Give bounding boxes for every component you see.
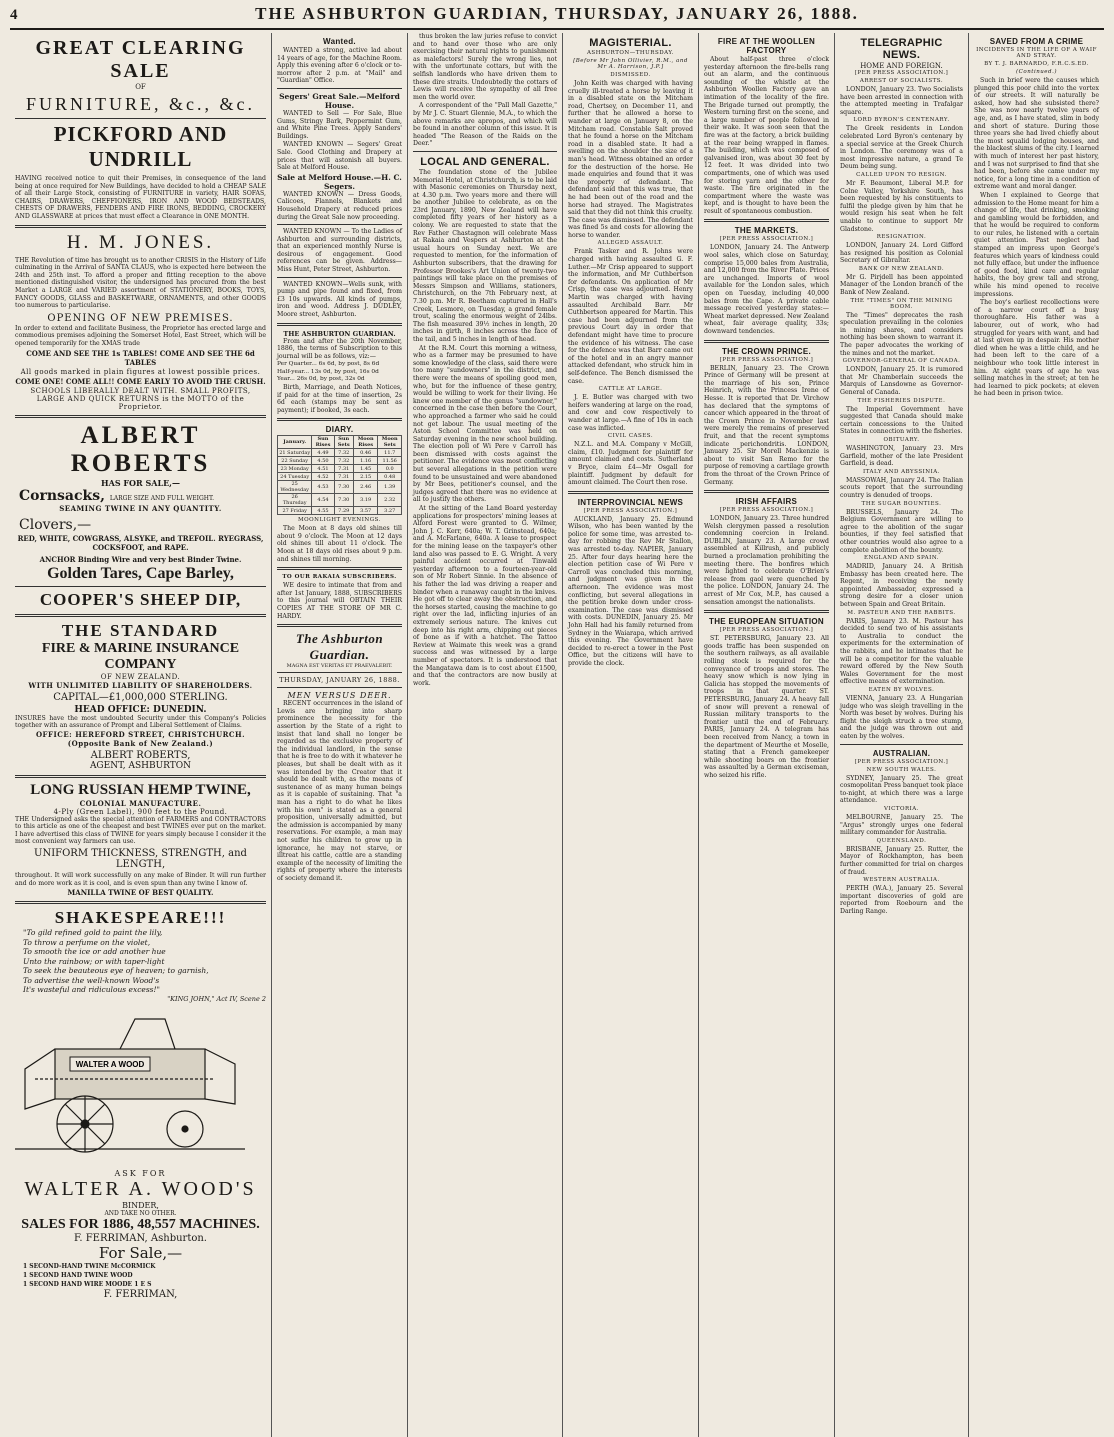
jones-title: H. M. JONES. bbox=[66, 231, 215, 253]
guardian-subscription-heading: THE ASHBURTON GUARDIAN. bbox=[283, 329, 396, 338]
markets-heading: THE MARKETS. bbox=[734, 226, 799, 236]
diary-table bbox=[277, 435, 402, 515]
irish-sub: [PER PRESS ASSOCIATION.] bbox=[719, 507, 814, 514]
governor-heading: GOVERNOR-GENERAL OF CANADA. bbox=[842, 358, 961, 365]
crown-prince-body: BERLIN, January 23. The Crown Prince of Germany will be present at the marriage of his son, Prince Heinrich, with the Princess Irene of Hesse. It is reported that Dr. Virchow has declared that the symptoms of cancer which appeared in the throat of the Crown Prince in November last were merely the remains of preserved fruit, and that the recent symptoms indicate perichondritis. LONDON, January 25. Sir Morell Mackenzie is about to visit San Remo for the purpose of removing a cartilage growth from the throat of the Crown Prince of Germany. bbox=[704, 364, 829, 486]
table-cell: 4.50 bbox=[312, 457, 334, 465]
come-line-2: All goods marked in plain figures at lowest possible prices. bbox=[20, 367, 261, 376]
magisterial-body-2: Frank Tasker and R. Johns were charged with having assaulted G. F. Luther.—Mr Crisp appeared to support the information, and Mr Cuthbertson for defendants. On application of Mr Crisp, the case was adjourned. Henry Martin was charged with having assaulted Archibald Barr. Mr Cuthbertson appeared for Martin. This case had been adjourned from the previous Court day in order that defendant might have time to procure the evidence of his witness. The case for the defence was that Barr came out of the hotel and in an angry manner attacked defendant, who struck him in self-defence. The Bench dismissed the case. bbox=[568, 248, 693, 385]
queensland-heading: QUEENSLAND. bbox=[876, 837, 927, 844]
table-cell: 0.0 bbox=[378, 465, 402, 473]
poem-line: To throw a perfume on the violet, bbox=[23, 937, 151, 947]
standard-office: OFFICE: HEREFORD STREET, CHRISTCHURCH. (Opposite Bank of New Zealand.) bbox=[35, 729, 246, 748]
markets-sub: [PER PRESS ASSOCIATION.] bbox=[719, 236, 814, 243]
sale-title: GREAT CLEARING SALE bbox=[35, 37, 246, 82]
poem-citation: "KING JOHN," Act IV, Scene 2 bbox=[167, 994, 266, 1003]
telegraphic-sub: [PER PRESS ASSOCIATION.] bbox=[854, 70, 949, 76]
column-cables bbox=[699, 33, 835, 1437]
table-cell: 0.46 bbox=[353, 449, 378, 457]
table-row bbox=[278, 494, 402, 507]
table-cell: 1.16 bbox=[353, 457, 378, 465]
guardian-banner: The Ashburton Guardian. bbox=[295, 631, 384, 663]
table-cell: 3.57 bbox=[353, 507, 378, 515]
sale-furniture: FURNITURE, &c., &c. bbox=[26, 94, 255, 114]
moonlight-body: The Moon at 8 days old shines till about 9 o'clock. The Moon at 12 days old shines till about 11 o'clock. The Moon at 18 days old rises about 9 p.m. and shines till morning. bbox=[277, 525, 402, 563]
table-cell: 21 Saturday bbox=[279, 449, 311, 456]
table-row bbox=[278, 457, 402, 465]
wood-binder: BINDER, bbox=[122, 1200, 159, 1210]
column-classifieds bbox=[272, 33, 408, 1437]
opening-body: In order to extend and facilitate Business, the Proprietor has erected large and commodious premises adjoining the Somerset Hotel, East Street, which will be opened temporarily for the XMAS trade bbox=[15, 324, 266, 347]
table-cell: 7.31 bbox=[334, 473, 353, 481]
socialists-body: LONDON, January 23. Two Socialists have been arrested in connection with the attempted meeting in Trafalgar square. bbox=[840, 86, 963, 116]
crown-prince-heading: THE CROWN PRINCE. bbox=[721, 346, 812, 356]
byron-heading: LORD BYRON'S CENTENARY. bbox=[853, 117, 950, 124]
list-item: 1 SECOND HAND TWINE WOOD bbox=[23, 1271, 133, 1279]
resignation-heading: RESIGNATION. bbox=[876, 234, 927, 241]
standard-liability: WITH UNLIMITED LIABILITY OF SHAREHOLDERS. bbox=[28, 680, 253, 690]
table-row bbox=[278, 473, 402, 481]
standard-nz: OF NEW ZEALAND. bbox=[100, 672, 181, 681]
local-general-body-3: At the sitting of the Land Board yesterday applications for prospectors' mining leases at Alford Forest were granted to G. Wilmer, John J. C. Kerr, 640a; W. T. Grinstead, 640a; and A. McFarlane, 640a. A lease to prospect for the mining lease on the taxpayer's other land also was passed to E. G. Wright. A very painful accident occurred at Tinwald yesterday afternoon to a fourteen-year-old son of Mr Robert Sinnie. In the absence of his father the lad was driving a reaper and binder when a runaway caught in the knives. He got off to clear away the obstruction, and the horses started, causing the machine to go right over the lad, inflicting injuries of an extremely serious nature. The knives cut deep into his right arm, chipping out pieces of bone as if with a hatchet. The Tattoo Review at Waimate this week was a grand success and was witnessed by a large number of spectators. It is understood that the Mangatawa dam is to cost about £1500, and that the contractors are now busily at work. bbox=[413, 505, 557, 687]
alleged-heading: ALLEGED ASSAULT. bbox=[597, 240, 664, 247]
columns bbox=[10, 33, 1104, 1437]
rakaia-heading: TO OUR RAKAIA SUBSCRIBERS. bbox=[282, 574, 397, 581]
ask-for: ASK FOR bbox=[114, 1168, 167, 1178]
european-body: ST. PETERSBURG, January 23. All goods traffic has been suspended on the southern railways, as all available rolling stock is required for the conveyance of troops and stores. The heavy snow which is now lying in Galicia has stopped the movements of troops in that quarter. ST. PETERSBURG, January 24. A heavy fall of snow will prevent a renewal of Russian military transports to the frontier until the end of February. PARIS, January 24. A telegram has been received from Nancy, a town in the department of Meurthe et Moselle, stating that a French gamekeeper while shooting boars on the frontier was assaulted by a German exciseman, who seized his rifle. bbox=[704, 635, 829, 779]
sale-of: OF bbox=[135, 83, 146, 91]
table-row bbox=[278, 481, 402, 494]
wood-sales: SALES FOR 1886, 48,557 MACHINES. bbox=[21, 1216, 260, 1232]
standard-head-office: HEAD OFFICE: DUNEDIN. bbox=[74, 704, 207, 715]
wanted-heading: Wanted. bbox=[323, 37, 356, 46]
guardian-subscription-body: From and after the 20th November, 1886, the terms of Subscription to this journal will be as follows, viz:— bbox=[277, 337, 402, 360]
editorial-text-b: A correspondent of the "Pall Mall Gazette," by Mr J. C. Stuart Glennie, M.A., to which the above remarks are apropos, and which will be found in another column of this issue. It is headed "The Reason of the Raids on the Deer." bbox=[413, 102, 557, 148]
poem-line: To seek the beauteous eye of heaven; to garnish, bbox=[23, 966, 209, 976]
wood-no-other: AND TAKE NO OTHER. bbox=[104, 1209, 177, 1217]
poem-line: "To gild refined gold to paint the lily, bbox=[23, 928, 163, 938]
poem bbox=[23, 928, 266, 995]
table-row bbox=[278, 507, 402, 515]
come-line-4: SCHOOLS LIBERALLY DEALT WITH. SMALL PROFITS, LARGE AND QUICK RETURNS is the MOTTO of the Proprietor. bbox=[30, 386, 251, 411]
agent-role: AGENT, ASHBURTON bbox=[89, 760, 192, 771]
subscription-rates bbox=[277, 361, 402, 384]
column-feature bbox=[969, 33, 1104, 1437]
table-cell: 27 Friday bbox=[278, 507, 312, 515]
interprovincial-sub: [PER PRESS ASSOCIATION.] bbox=[583, 507, 678, 514]
sale-house: Sale at Melford House.—H. C. Segers. bbox=[277, 172, 402, 191]
called-heading: CALLED UPON TO RESIGN. bbox=[856, 171, 947, 178]
table-cell: 23 Monday bbox=[278, 465, 312, 473]
list-item: 1 SECOND-HAND TWINE McCORMICK bbox=[23, 1262, 156, 1270]
editorial-date: THURSDAY, JANUARY 26, 1888. bbox=[279, 676, 400, 685]
table-cell: 1.39 bbox=[378, 481, 402, 494]
socialists-heading: ARREST OF SOCIALISTS. bbox=[859, 78, 944, 84]
binder-machine-illustration bbox=[15, 1009, 245, 1159]
known-3: WANTED KNOWN — To the Ladies of Ashburton and surrounding districts, that an experienced monthly Nurse is desirous of engagement. Good references can be given. Address—Miss Hunt, Peter Street, Ashburton. bbox=[277, 228, 402, 274]
victoria-heading: VICTORIA. bbox=[883, 805, 920, 812]
local-general-heading: LOCAL AND GENERAL. bbox=[420, 155, 550, 168]
table-row bbox=[278, 449, 402, 457]
saved-heading: SAVED FROM A CRIME bbox=[989, 37, 1084, 46]
nsw-body: SYDNEY, January 25. The great cosmopolitan Press banquet took place to-night, at which there was a large attendance. bbox=[840, 774, 963, 805]
cattle-heading: CATTLE AT LARGE. bbox=[598, 386, 663, 393]
standard-body: INSURES have the most undoubted Security under this Company's Policies together with an assurance of Prompt and Liberal Settlement of Claims. bbox=[15, 714, 266, 730]
magisterial-before: [Before Mr John Ollivier, R.M., and Mr A. Harrison, J.P.] bbox=[573, 58, 688, 70]
opening-title: OPENING OF NEW PREMISES. bbox=[47, 312, 234, 324]
table-cell: 3.27 bbox=[378, 507, 402, 515]
saved-body-1: Such in brief were the causes which plunged this poor child into the vortex of our streets. It will naturally be asked, how had she subsisted there? She was now nearly twelve years of age, and, as I have stated, slim in body and short of stature. During those three years she had lived chiefly about the most squalid lodging houses, and the blackest slums of the city. I learned with much of interest her past history, and I was not surprised to find that she had been, before she came under my notice, for a long time in a condition of extreme want and moral danger. bbox=[974, 77, 1099, 191]
fisheries-heading: THE FISHERIES DISPUTE. bbox=[857, 397, 946, 404]
column-editorial bbox=[408, 33, 563, 1437]
interprovincial-heading: INTERPROVINCIAL NEWS bbox=[577, 497, 684, 507]
times-heading: THE "TIMES" ON THE MINING BOOM. bbox=[850, 297, 953, 310]
saved-byline: BY T. J. BARNARDO, F.R.C.S.ED. bbox=[984, 61, 1089, 67]
table-header: Moon Rises bbox=[353, 436, 378, 449]
pickford-undrill: PICKFORD AND UNDRILL bbox=[53, 122, 228, 171]
fire-body: About half-past three o'clock yesterday afternoon the fire-bells rang out an alarm, and the continuous sounding of the whistle at the Ashburton Woollen Factory gave an intimation of the locality of the fire. The Brigade turned out promptly, the Western turning first on the scene, and a large number of people followed in their wake. It was soon seen that the fire was at the factory, a brick building at the rear being wrapped in flames. The building, which was composed of galvanised iron, was about 30 feet by 12 feet. It was divided into two compartments, one of which was used for storing yarn and the other for waste. The fire originated in the compartment where the waste was kept, and is thought to have been the result of spontaneous combustion. bbox=[704, 56, 829, 215]
column-magisterial bbox=[563, 33, 699, 1437]
wolves-body: VIENNA, January 23. A Hungarian judge who was sleigh travelling in the North was beset by wolves. During his flight the sleigh struck a tree stump, and the judge was thrown out and eaten by the wolves. bbox=[840, 695, 963, 740]
dismissed-heading: DISMISSED. bbox=[610, 72, 651, 78]
home-foreign: HOME AND FOREIGN. bbox=[860, 62, 943, 70]
table-cell: 4.52 bbox=[312, 473, 334, 481]
civil-heading: CIVIL CASES. bbox=[607, 433, 654, 440]
come-line-3: COME ONE! COME ALL!! COME EARLY TO AVOID THE CRUSH. bbox=[15, 376, 266, 386]
for-sale-list bbox=[23, 1262, 266, 1289]
twine-colonial: COLONIAL MANUFACTURE. bbox=[79, 798, 202, 808]
masthead bbox=[10, 4, 1104, 30]
cornsacks-note: LARGE SIZE AND FULL WEIGHT. bbox=[109, 494, 215, 502]
golden-tares: Golden Tares, Cape Barley, bbox=[47, 564, 234, 582]
magisterial-body-3: J. E. Butler was charged with two heifers wandering at large on the road, and cow and cow respectively to wander at large.—A fine of 10s in each case was inflicted. bbox=[568, 394, 693, 432]
fisheries-body: The Imperial Government have suggested that Canada should make certain concessions to the United States in connection with the fisheries. bbox=[840, 405, 963, 436]
european-heading: THE EUROPEAN SITUATION bbox=[709, 617, 824, 627]
england-spain-heading: ENGLAND AND SPAIN. bbox=[863, 555, 940, 562]
irish-body: LONDON, January 23. Three hundred Welsh clergymen passed a resolution condemning coercion in Ireland. DUBLIN, January 23. A large crowd assembled at Killrush, and publicly burned a proclamation prohibiting the meeting there. The bonfires which were lighted to celebrate O'Brien's release from gaol were quenched by the police. LONDON, January 24. The arrest of Mr Cox, M.P., has caused a sensation amongst the nationalists. bbox=[704, 515, 829, 606]
wolves-heading: EATEN BY WOLVES. bbox=[868, 687, 935, 693]
governor-body: LONDON, January 25. It is rumored that Mr Chamberlain succeeds the Marquis of Lansdowne as Governor-General of Canada. bbox=[840, 366, 963, 396]
european-sub: [PER PRESS ASSOCIATION.] bbox=[719, 627, 814, 634]
table-cell: 4.53 bbox=[312, 481, 334, 494]
twine-uniform-body: throughout. It will work successfully on any make of Binder. It will run further and do more work as it is cool, and is even spun than any twine I know of. bbox=[15, 872, 266, 887]
crown-prince-sub: [PER PRESS ASSOCIATION.] bbox=[719, 356, 814, 363]
standard-title: THE STANDARD bbox=[61, 620, 220, 640]
queensland-body: BRISBANE, January 25. Rutter, the Mayor of Rockhampton, has been further committed for trial on charges of fraud. bbox=[840, 845, 963, 876]
seaming-twine: SEAMING TWINE IN ANY QUANTITY. bbox=[59, 503, 222, 513]
telegraphic-heading: TELEGRAPHIC NEWS. bbox=[860, 37, 943, 61]
bank-body: Mr G. Pirjdell has been appointed Manager of the London branch of the Bank of New Zealand. bbox=[840, 273, 963, 297]
table-cell: 4.55 bbox=[312, 507, 334, 515]
poem-line: Unto the rainbow; or with taper-light bbox=[23, 956, 165, 966]
table-header: Sun Rises bbox=[312, 436, 334, 449]
for-sale: For Sale,— bbox=[98, 1243, 183, 1262]
editorial-text-a: thus broken the law juries refuse to convict and to hand over those who are only exercising their natural rights to punishment as malefactors! Surely the wrong lies, not with the unfortunate cottars, but with the selfish landlords who have driven them to these dire straits. Undoubtedly the cottars of Lewis will receive the sympathy of all free men the world over. bbox=[413, 33, 557, 101]
table-cell: 3.19 bbox=[353, 494, 378, 507]
table-header: January. bbox=[278, 436, 312, 449]
known-4: WANTED KNOWN—Wells sunk, with pump and pipe found and fixed, from £3 10s upwards. All kinds of pumps, iron and wood. Address J. DUDLEY, Moore street, Ashburton. bbox=[277, 280, 402, 319]
sugar-heading: THE SUGAR BOUNTIES. bbox=[861, 500, 942, 507]
segers-body: WANTED to Sell — For Sale, Blue Gums, Stringy Bark, Peppermint Gum, and White Pine Trees. Apply Sanders' Buildings. bbox=[277, 109, 402, 140]
moonlight-heading: MOONLIGHT EVENINGS. bbox=[298, 517, 381, 524]
roberts-title: ALBERT ROBERTS bbox=[70, 421, 211, 477]
wanted-body: WANTED a strong, active lad about 14 years of age, for the Machine Room. Apply this evening after 6 o'clock or to-morrow after 2 p.m. at "Mail" and "Guardian" Office. bbox=[277, 47, 402, 85]
coopers-dip: COOPER'S SHEEP DIP, bbox=[39, 589, 242, 609]
page-number: 4 bbox=[10, 7, 20, 23]
known-1: WANTED KNOWN — Segers' Great Sale. Good Clothing and Drapery at prices that will astonish all buyers. Sale at Melford House. bbox=[277, 141, 402, 172]
table-cell: 22 Sunday bbox=[278, 457, 312, 465]
table-cell: 1.45 bbox=[353, 465, 378, 473]
irish-heading: IRISH AFFAIRS bbox=[735, 497, 798, 507]
times-body: The "Times" deprecates the rash speculation prevailing in the colonies in mining shares, and considers nothing has been shown to warrant it. The paper advocates the working of the mines and not the market. bbox=[840, 311, 963, 357]
table-cell: 7.32 bbox=[334, 457, 353, 465]
wa-body: PERTH (W.A.), January 25. Several important discoveries of gold are reported from Roebourn and the Darling Range. bbox=[840, 885, 963, 915]
table-header-row bbox=[278, 436, 402, 449]
come-line-1: COME AND SEE THE 1s TABLES! COME AND SEE THE 6d TABLES bbox=[26, 348, 255, 367]
ferriman-signature: F. FERRIMAN, bbox=[103, 1288, 178, 1300]
pasteur-body: PARIS, January 23. M. Pasteur has decided to send two of his assistants to Australia to conduct the experiments for the extermination of the rabbits, and he intimates that he will be a competitor for the valuable reward offered by the New South Wales Government for the most effective means of extermination. bbox=[840, 617, 963, 686]
saved-sub: INCIDENTS IN THE LIFE OF A WAIF AND STRAY. bbox=[976, 47, 1097, 59]
standard-company: FIRE & MARINE INSURANCE COMPANY bbox=[41, 640, 240, 672]
table-header: Moon Sets bbox=[378, 436, 402, 449]
cornsacks bbox=[19, 488, 266, 504]
saved-body-3: The boy's earliest recollections were of a narrow court off a busy thoroughfare. His father was a labourer, out of work, who had struggled for years with want, and had at last given up in despair. His mother died when he was a little child, and he had been left to the care of a neighbour who took little interest in him. At eight years of age he was selling matches in the street; at ten he had learned to pick pockets; at eleven he had been in prison twice. bbox=[974, 299, 1099, 398]
table-cell: 4.49 bbox=[312, 449, 334, 457]
magisterial-sub: ASHBURTON—THURSDAY. bbox=[586, 50, 675, 56]
australian-heading: AUSTRALIAN. bbox=[872, 748, 931, 758]
interprovincial-body: AUCKLAND, January 25. Edmund Wilson, who has been wanted by the police for some time, was arrested to-day for robbing the Rev Mr Stallon, was arrested to-day. NAPIER, January 25. After four days hearing here the election petition case of Wi Pere v Carroll was concluded this morning, and judgment was given in the afternoon. The evidence was most conflicting, but several allegations in the petition broke down under cross-examination. The case was dismissed with costs. DUNEDIN, January 25. Mr John Hall had his family returned from Sydney in the Waiarapa, which arrived this evening. The Government have decided to re-erect a tower in the Post Office, but the citizens will have to provide the clock. bbox=[568, 515, 693, 667]
clover-list: RED, WHITE, COWGRASS, ALSYKE, and TREFOIL. RYEGRASS, COCKSFOOT, and RAPE. bbox=[17, 533, 264, 552]
wa-heading: WESTERN AUSTRALIA. bbox=[863, 877, 940, 884]
england-spain-body: MADRID, January 24. A British Embassy has been created here. The Regent, in receiving the newly appointed Ambassador, expressed a strong desire for a closer union between Spain and Great Britain. bbox=[840, 563, 963, 609]
rate-row: Year... 26s 0d, by post, 32s 0d bbox=[277, 376, 365, 383]
diary-heading: DIARY. bbox=[325, 425, 354, 435]
table-cell: 2.32 bbox=[378, 494, 402, 507]
column-telegraphic bbox=[835, 33, 969, 1437]
magisterial-heading: MAGISTERIAL. bbox=[589, 37, 672, 49]
table-cell: 7.29 bbox=[334, 507, 353, 515]
markets-body: LONDON, January 24. The Antwerp wool sales, which close on Saturday, comprise 15,000 bales from Australia, and 12,000 from the River Plate. Prices are unchanged. Imports of wool available for the London sales, which open on Tuesday, including 40,000 bales from the Cape. A private cable message received yesterday states:—Wheat market depressed. New Zealand wheat, fair average quality, 33s; downward tendencies. bbox=[704, 244, 829, 335]
wood-title: WALTER A. WOOD'S bbox=[24, 1177, 257, 1200]
column-advertisements bbox=[10, 33, 272, 1437]
table-cell: 2.46 bbox=[353, 481, 378, 494]
clovers: Clovers,— bbox=[19, 516, 92, 533]
cornsacks-label: Cornsacks, bbox=[19, 487, 105, 504]
australian-sub: [PER PRESS ASSOCIATION.] bbox=[854, 758, 949, 765]
italy-heading: ITALY AND ABYSSINIA. bbox=[863, 468, 940, 475]
local-general-body: The foundation stone of the Jubilee Memorial Hotel, at Christchurch, is to be laid with Masonic ceremonies on Thursday next, at 4.30 p.m. Two years more and there will be another Jubilee to celebrate, as on the 23rd January, 1890, New Zealand will have completed fifty years of her history as a colony. We are requested to state that the Rev Father Chastagnon will celebrate Mass at Rakaia and Vespers at Ashburton at the usual hours on Sunday next. We are requested to mention, for the information of Ashburton subscribers, that the drawing for Professor Brookes's Art Union of twenty-two paintings will take place on the premises of Messrs Simpson and Williams, stationers, Christchurch, on the 7th February next, at 7.30 p.m. Mr R. Beetham captured in Hall's Creek, Lesmore, on Tuesday, a grand female trout, scaling the enormous weight of 24lbs. The fish measured 39½ inches in length, 20 inches in girth, 8 inches across the face of the tail, and 5 inches in length of head. bbox=[413, 168, 557, 343]
table-row bbox=[278, 465, 402, 473]
magisterial-body-1: John Keith was charged with having cruelly ill-treated a horse by leaving it in a disabled state on the Mitcham road, Chertsey, on December 11, and further that he allowed a horse to wander at large on January 8, on the Mitcham road. Constable Salt proved that he found a horse on the Mitcham road in a disabled state. It had a swelling on the shoulder the size of a man's head. Witness obtained an order for the destruction of the horse. He made enquiries and found that it was the property of defendant. The defendant said that this was true, that he had been out of the road and the horse had strayed. The Magistrates said that they did not think this cruelty. The case was dismissed. The defendant was fined 5s and costs for allowing the horse to wander. bbox=[568, 80, 693, 239]
table-cell: 7.30 bbox=[334, 494, 353, 507]
table-cell: 0.48 bbox=[378, 473, 402, 481]
ferriman-ashburton: F. FERRIMAN, Ashburton. bbox=[74, 1232, 207, 1244]
anchor-wire: ANCHOR Binding Wire and very best Binder Twine. bbox=[39, 554, 242, 564]
obituary-heading: OBITUARY. bbox=[883, 436, 920, 443]
roberts-for-sale: HAS FOR SALE,— bbox=[101, 477, 180, 488]
pickford-body: HAVING received notice to quit their Premises, in consequence of the land being at once required for New Buildings, have decided to hold a CHEAP SALE of all their Large Stock, consisting of FURNITURE in variety, HAIR SOFAS, CHAIRS, DRAWERS, CHEFFIONERS, IRON AND WOOD BEDSTEADS, CHESTS OF DRAWERS, FENDERS AND FIRE IRONS, BEDDING, CROCKERY AND GLASSWARE at prices that must effect a Clearance in ONE MONTH. bbox=[15, 175, 266, 220]
rakaia-body: WE desire to intimate that from and after 1st January, 1888, SUBSCRIBERS to this journal will OBTAIN THEIR COPIES AT THE STORE OF MR C. HARDY. bbox=[277, 582, 402, 620]
standard-capital: CAPITAL—£1,000,000 STERLING. bbox=[53, 691, 228, 703]
table-cell: 25 Wednesday bbox=[278, 481, 312, 494]
nsw-heading: NEW SOUTH WALES. bbox=[866, 766, 937, 773]
victoria-body: MELBOURNE, January 25. The "Argus" strongly urges one federal military commander for Australia. bbox=[840, 813, 963, 837]
list-item: 1 SECOND HAND WIRE MOODE 1 E S bbox=[23, 1280, 152, 1288]
table-header: Sun Sets bbox=[334, 436, 353, 449]
twine-uniform: UNIFORM THICKNESS, STRENGTH, and LENGTH, bbox=[34, 848, 247, 871]
table-cell: 4.51 bbox=[312, 465, 334, 473]
table-cell: 11.7 bbox=[378, 449, 402, 457]
table-cell: 2.15 bbox=[353, 473, 378, 481]
called-body: Mr F. Beaumont, Liberal M.P. for Colne Valley, Yorkshire South, has been requested by his constituents to fulfil the pledge given by him that he would resign his seat when he felt unable to continue to support Mr Gladstone. bbox=[840, 179, 963, 233]
table-cell: 24 Tuesday bbox=[278, 473, 312, 481]
machine-label: WALTER A WOOD bbox=[75, 1059, 145, 1069]
fire-heading: FIRE AT THE WOOLLEN FACTORY bbox=[717, 37, 816, 55]
notices-rates: Birth, Marriage, and Death Notices, if paid for at the time of insertion, 2s 6d each (stamps may be sent as payment); if booked, 3s each. bbox=[277, 383, 402, 414]
local-general-body-2: At the R.M. Court this morning a witness, who as a farmer may be presumed to have some knowledge of the class, said there were too many "sundowners" in the district, and there were the means of spoiling good men, who, but for the influence of these gentry, would be willing to work for their living. He knew one member of the genus "sundowner," concerned in the case then before the Court, who approached a farmer who said he could not get labour. The usual meeting of the Aston School Committee was held on Saturday evening in the new school building. The election poll of Wi Pere v Carroll has been dismissed with costs against the petitioner. The evidence was most conflicting but several allegations in the petition were found to be unsustained and were abandoned by Mr Bees, petitioner's counsel, and the judges agreed that there was no evidence at all to justify the others. bbox=[413, 344, 557, 504]
italy-body: MASSOWAH, January 24. The Italian scouts report that the surrounding country is denuded of troops. bbox=[840, 476, 963, 499]
agent-name: ALBERT ROBERTS, bbox=[90, 749, 191, 761]
poem-line: It's wasteful and ridiculous excess!" bbox=[23, 985, 160, 995]
leader-body: RECENT occurrences in the island of Lewis are bringing into sharp prominence the necessity for the assertion by the State of a right to insist that land shall no longer be regarded as the exclusive property of the individual landlord, in the sense that he is free to do with it whatever he pleases, but shall be dealt with as it was intended by the Creator that it should be dealt with, as the means of sustenance of as many human beings as it is capable of sustaining. That "a man has a right to do what he likes with his own" is stated as a general proposition, universally admitted, but the admission is accompanied by many reservations. For example, a man may not suffer his children to grow up in ignorance, he may not starve, or illtreat his cattle, cattle are a standing example of the necessity of limiting the rights of property where the interests of society demand it. bbox=[277, 700, 402, 882]
table-cell: 7.30 bbox=[334, 481, 353, 494]
guardian-motto: MAGNA EST VERITAS ET PRAEVALEBIT. bbox=[286, 663, 393, 670]
table-cell: 4.54 bbox=[312, 494, 334, 507]
manilla-twine: MANILLA TWINE OF BEST QUALITY. bbox=[67, 888, 214, 898]
resignation-body: LONDON, January 24. Lord Gifford has resigned his position as Colonial Secretary of Gibraltar. bbox=[840, 242, 963, 265]
known-2: WANTED KNOWN — Dress Goods, Calicoes, Flannels, Blankets and Household Drapery at reduced prices during the Great Sale now proceeding. bbox=[277, 190, 402, 221]
sugar-body: BRUSSELS, January 24. The Belgium Government are willing to agree to the abolition of the sugar bounties, if they feel satisfied that other countries would also agree to a complete abolition of the bounty. bbox=[840, 508, 963, 554]
saved-continued: (Continued.) bbox=[1016, 69, 1057, 75]
table-cell: 26 Thursday bbox=[278, 494, 312, 507]
poem-line: To advertise the well-known Wood's bbox=[23, 975, 160, 985]
leader-title: MEN VERSUS DEER. bbox=[287, 691, 392, 701]
twine-body: THE Undersigned asks the special attention of FARMERS and CONTRACTORS to this article as one of the cheapest and best TWINES ever put on the market. I have advertised this class of TWINE for years simply because I consider it the most convenient way farmers can use. bbox=[15, 815, 266, 846]
table-cell: 7.31 bbox=[334, 465, 353, 473]
shakespeare-title: SHAKESPEARE!!! bbox=[54, 908, 227, 928]
newspaper-title: THE ASHBURTON GUARDIAN, THURSDAY, JANUARY 26, 1888. bbox=[255, 4, 859, 23]
bank-heading: BANK OF NEW ZEALAND. bbox=[858, 265, 945, 272]
saved-body-2: When I explained to George that admission to the Home meant for him a change of life, that drinking, smoking and gambling would be forbidden, and that he would be required to conform to our rules, he listened with a certain quiet attention. Past neglect had stamped an impress upon George's features which years of kindness could not fully efface, but under the influence of good food, kind care and regular habits, the boy grew tall and strong, while his mind opened to receive impressions. bbox=[974, 191, 1099, 298]
twine-note: 4-Ply (Green Label), 900 feet to the Pound. bbox=[53, 807, 228, 816]
obituary-body: WASHINGTON, January 23. Mrs Garfield, mother of the late President Garfield, is dead. bbox=[840, 444, 963, 468]
jones-body: THE Revolution of time has brought us to another CRISIS in the History of Life culminating in the Arrival of SANTA CLAUS, who is expected here between the 24th and 25th inst. To afford a proper and fitting reception to the above mentioned distinguished visitor, the undersigned has procured from the best Market a LARGE and VARIED assortment of STATIONERY, BOOKS, TOYS, FANCY GOODS, GLASS and BASKETWARE, ORNAMENTS, and other GOODS too numerous to particularise. bbox=[15, 256, 266, 310]
twine-title: LONG RUSSIAN HEMP TWINE, bbox=[30, 781, 251, 798]
rate-row: Half-year... 13s 0d, by post, 16s 0d bbox=[277, 368, 379, 375]
table-cell: 7.32 bbox=[334, 449, 353, 457]
segers-heading: Segers' Great Sale.—Melford House. bbox=[279, 91, 400, 110]
rate-row: Per Quarter... 6s 6d, by post, 8s 6d bbox=[277, 361, 380, 368]
pasteur-heading: M. PASTEUR AND THE RABBITS. bbox=[847, 609, 956, 616]
magisterial-body-4: N.Z.L. and M.A. Company v McGill, claim, £10. Judgment for plaintiff for amount claimed and costs. Sutherland v Bryce, claim £4—Mr Osgall for plaintiff. Judgment by default for amount claimed. The Court then rose. bbox=[568, 441, 693, 487]
table-cell: 11.56 bbox=[378, 457, 402, 465]
poem-line: To smooth the ice or add another hue bbox=[23, 947, 166, 957]
byron-body: The Greek residents in London celebrated Lord Byron's centenary by a special service at the Greek Church in London. The ceremony was of a most impressive nature, a grand Te Deum being sung. bbox=[840, 125, 963, 171]
